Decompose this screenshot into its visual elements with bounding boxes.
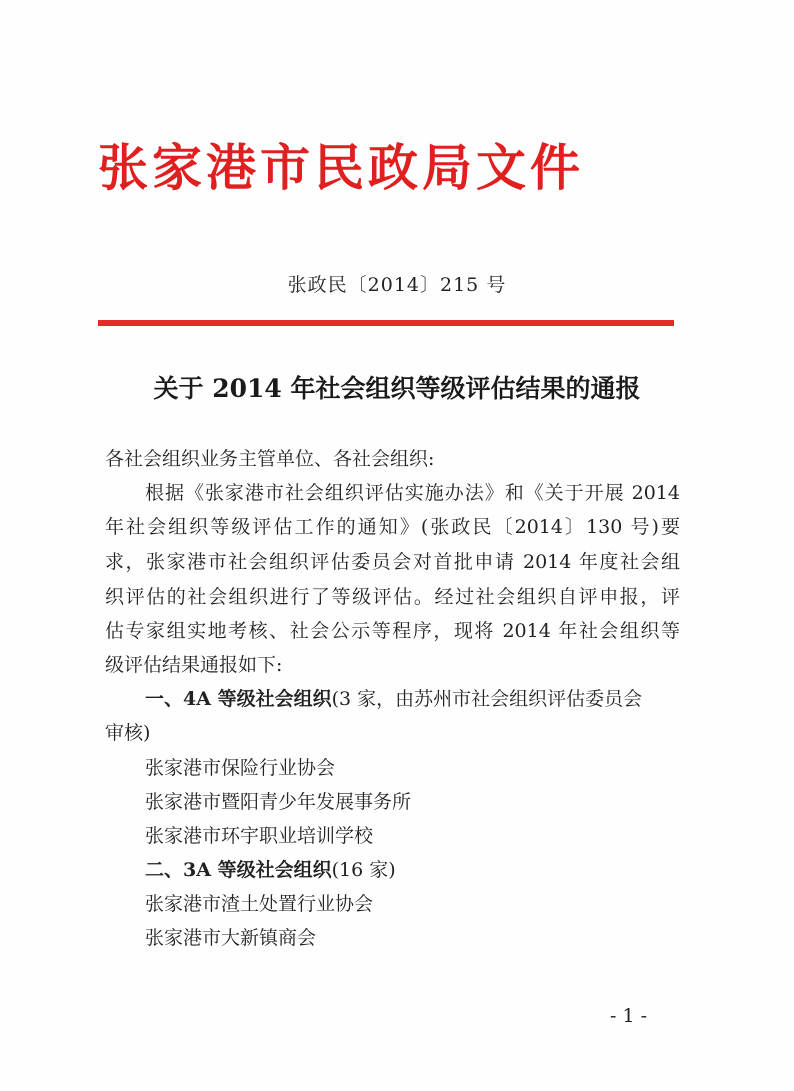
page-number: - 1 - xyxy=(610,1005,648,1027)
section-4a-note: (3 家，由苏州市社会组织评估委员会 xyxy=(331,688,643,710)
list-item: 张家港市暨阳青少年发展事务所 xyxy=(145,791,412,813)
list-item: 张家港市保险行业协会 xyxy=(145,757,336,779)
section-4a-note-continued: 审核) xyxy=(105,722,151,744)
paragraph-line-2: 年社会组织等级评估工作的通知》(张政民〔2014〕130 号)要 xyxy=(105,516,680,538)
section-3a-heading: 二、3A 等级社会组织 xyxy=(145,859,332,881)
issuer-header-title: 张家港市民政局文件 xyxy=(98,138,584,197)
section-4a-heading-line xyxy=(145,686,642,712)
section-4a-heading: 一、4A 等级社会组织 xyxy=(145,688,332,710)
section-3a-heading-line xyxy=(145,857,396,883)
red-divider-rule xyxy=(98,320,674,326)
paragraph-line-5: 估专家组实地考核、社会公示等程序，现将 2014 年社会组织等 xyxy=(105,620,680,642)
salutation: 各社会组织业务主管单位、各社会组织: xyxy=(105,448,435,470)
paragraph-line-3: 求，张家港市社会组织评估委员会对首批申请 2014 年度社会组 xyxy=(105,551,680,573)
notice-title: 关于 2014 年社会组织等级评估结果的通报 xyxy=(153,374,641,403)
section-3a-note: (16 家) xyxy=(331,859,396,881)
paragraph-line-4: 织评估的社会组织进行了等级评估。经过社会组织自评申报，评 xyxy=(105,586,680,608)
paragraph-line-6: 级评估结果通报如下: xyxy=(105,654,283,676)
document-number: 张政民〔2014〕215 号 xyxy=(287,274,507,296)
list-item: 张家港市渣土处置行业协会 xyxy=(145,893,374,915)
list-item: 张家港市环宇职业培训学校 xyxy=(145,825,374,847)
list-item: 张家港市大新镇商会 xyxy=(145,927,317,949)
paragraph-line-1: 根据《张家港市社会组织评估实施办法》和《关于开展 2014 xyxy=(145,482,680,504)
